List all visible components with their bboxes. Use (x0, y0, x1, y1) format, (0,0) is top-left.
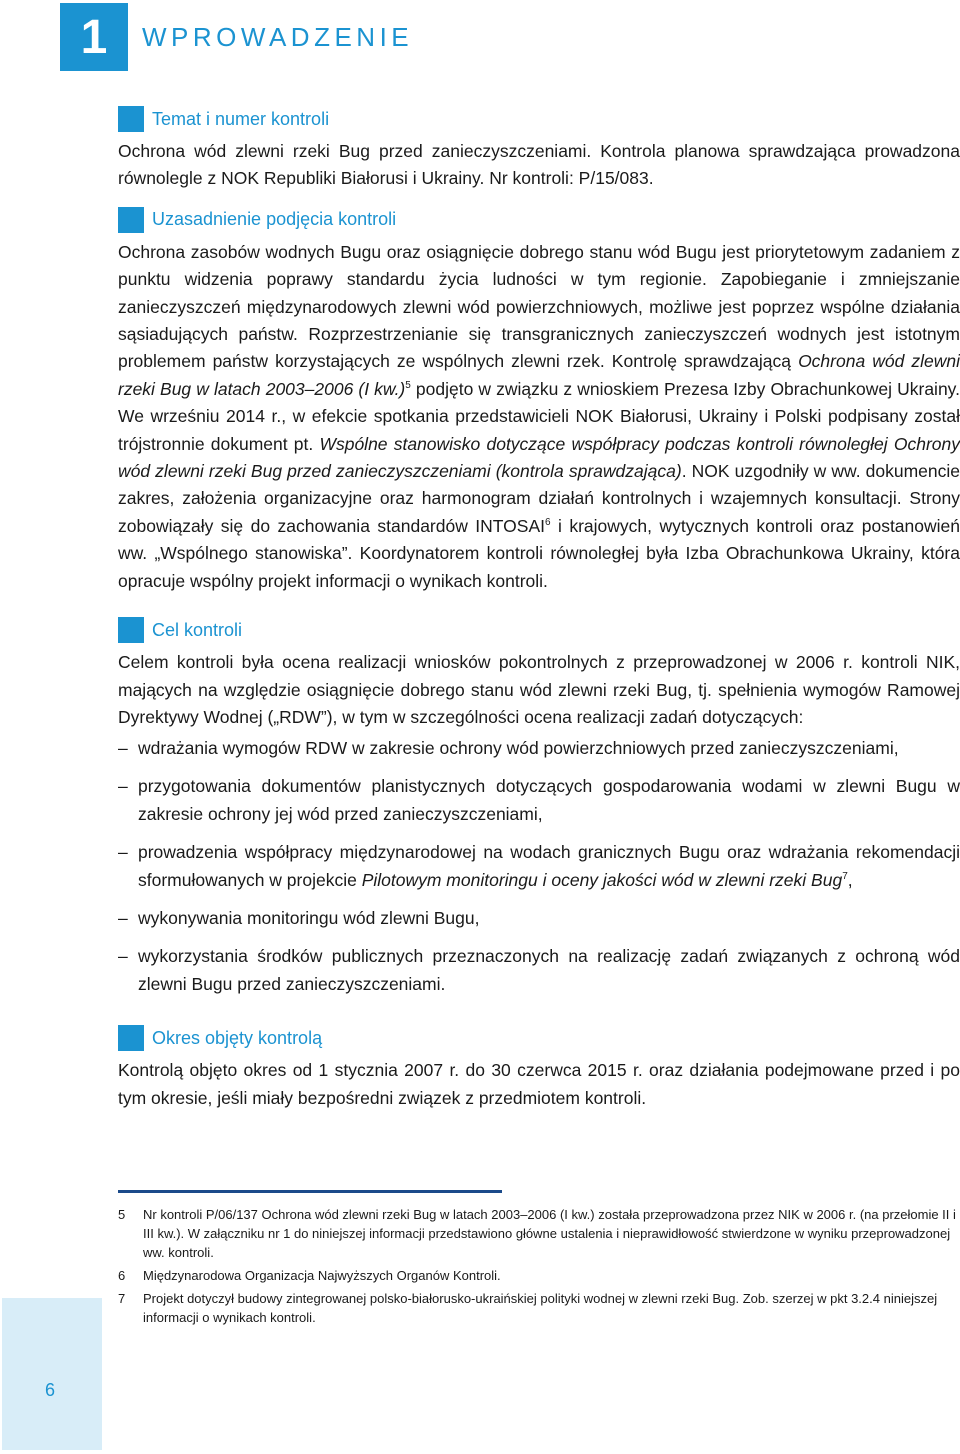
list-item-text: prowadzenia współpracy międzynarodowej na wodach granicznych Bugu oraz wdrażania rekomendacji sformułowanych w projekcie (138, 842, 960, 891)
footnote-text: Projekt dotyczył budowy zintegrowanej polsko-białorusko-ukraińskiej polityki wodnej w zlewni rzeki Bug. Zob. szerzej w pkt 3.2.4 niniejszej informacji o wynikach kontroli. (143, 1291, 938, 1325)
heading-square-marker (118, 1025, 144, 1051)
footnote-number: 7 (118, 1291, 126, 1306)
text-run: Ochrona zasobów wodnych Bugu oraz osiągnięcie dobrego stanu wód Bugu jest priorytetowym zadaniem z punktu widzenia poprawy standardu życia ludności w tym regionie. Zapobieganie i zmniejszanie zanieczyszczeń międzynarodowych zlewni wód powierzchniowych, możliwe jest poprzez wspólne działania sąsiadujących państw. Rozprzestrzenianie się transgranicznych zanieczyszczeń wodnych jest istotnym problemem państw korzystających ze wspólnych zlewni rzek. Kontrolę sprawdzającą (118, 241, 960, 372)
list-item-text: wykorzystania środków publicznych przeznaczonych na realizację zadań związanych z ochroną wód zlewni Bugu przed zanieczyszczeniami. (138, 946, 960, 995)
section-paragraph (118, 239, 960, 595)
goal-list (118, 734, 960, 998)
footnote-5 (118, 1205, 960, 1262)
chapter-number-box (60, 3, 128, 71)
dash-bullet: – (118, 946, 128, 967)
text-run: , (847, 870, 853, 891)
heading-square-marker (118, 617, 144, 643)
heading-square-marker (118, 207, 144, 233)
footnote-6 (118, 1266, 960, 1285)
italic-title: Wspólne stanowisko dotyczące współpracy podczas kontroli równoległej Ochrony wód zlewni rzeki Bug przed zanieczyszczeniami (kontrola sprawdzająca) (118, 433, 960, 482)
section-period (118, 1023, 960, 1112)
chapter-title: WPROWADZENIE (142, 22, 414, 52)
section-heading-text: Temat i numer kontroli (152, 108, 330, 129)
dash-bullet: – (118, 776, 128, 797)
section-goal (118, 615, 960, 998)
section-paragraph: Kontrolą objęto okres od 1 stycznia 2007 r. do 30 czerwca 2015 r. oraz działania podejmowane przed i po tym okresie, jeśli miały bezpośredni związek z przedmiotem kontroli. (118, 1060, 960, 1108)
page-number: 6 (45, 1380, 56, 1400)
italic-title: Ochrona wód zlewni rzeki Bug w latach 2003–2006 (I kw.) (118, 351, 960, 399)
text-run: podjęto w związku z wnioskiem Prezesa Izby Obrachunkowej Ukrainy. We wrześniu 2014 r., w efekcie spotkania przedstawicieli NOK Białorusi, Ukrainy i Polski podpisany został trójstronnie dokument pt. (118, 378, 960, 454)
footnote-number: 6 (118, 1268, 126, 1283)
dash-bullet: – (118, 908, 128, 929)
section-paragraph: Ochrona wód zlewni rzeki Bug przed zanieczyszczeniami. Kontrola planowa sprawdzająca prowadzona równolegle z NOK Republiki Białorusi i Ukrainy. Nr kontroli: P/15/083. (118, 141, 960, 189)
chapter-number: 1 (80, 10, 108, 64)
section-heading-text: Okres objęty kontrolą (152, 1027, 323, 1048)
italic-title: Pilotowym monitoringu i oceny jakości wód w zlewni rzeki Bug (361, 870, 843, 891)
section-heading (118, 205, 960, 235)
section-justification (118, 205, 960, 595)
list-item (118, 838, 960, 894)
page-number-box (2, 1298, 102, 1450)
text-run: i krajowych, wytycznych kontroli oraz postanowień ww. „Wspólnego stanowiska”. Koordynatorem kontroli równoległej była Izba Obrachunkowa Ukrainy, która opracuje wspólny projekt informacji o wynikach kontroli. (118, 515, 960, 591)
footnotes (118, 1205, 960, 1331)
section-heading (118, 615, 960, 645)
footnote-7 (118, 1289, 960, 1327)
list-item (118, 942, 960, 998)
list-item (118, 904, 960, 932)
list-item (118, 772, 960, 828)
section-heading-text: Cel kontroli (152, 619, 243, 640)
section-paragraph: Celem kontroli była ocena realizacji wniosków pokontrolnych z przeprowadzonej w 2006 r. kontroli NIK, mających na względzie osiągnięcie dobrego stanu wód zlewni rzeki Bug, tj. spełnienia wymogów Ramowej Dyrektywy Wodnej („RDW”), w tym w szczególności ocena realizacji zadań dotyczących: (118, 652, 960, 727)
list-item (118, 734, 960, 762)
list-item-text: przygotowania dokumentów planistycznych dotyczących gospodarowania wodami w zlewni Bugu w zakresie ochrony jej wód przed zanieczyszczeniami, (138, 776, 960, 825)
section-heading (118, 1023, 960, 1053)
footnote-ref-7[interactable]: 7 (842, 871, 848, 883)
footnote-number: 5 (118, 1207, 126, 1222)
footnote-text: Międzynarodowa Organizacja Najwyższych Organów Kontroli. (143, 1268, 501, 1283)
list-item-text: wdrażania wymogów RDW w zakresie ochrony wód powierzchniowych przed zanieczyszczeniami, (138, 738, 899, 759)
footnote-text: Nr kontroli P/06/137 Ochrona wód zlewni rzeki Bug w latach 2003–2006 (I kw.) została przeprowadzona przez NIK w 2006 r. (na przełomie II i III kw.). W załączniku nr 1 do niniejszej informacji przedstawiono główne ustalenia i nieprawidłowość stwierdzone w wyniku przeprowadzonej ww. kontroli. (143, 1207, 956, 1260)
footnote-separator (118, 1190, 502, 1193)
section-heading (118, 104, 960, 134)
list-item-text: wykonywania monitoringu wód zlewni Bugu, (138, 908, 480, 929)
text-run: . NOK uzgodniły w ww. dokumencie zakres, założenia organizacyjne oraz harmonogram działań kontrolnych i wzajemnych konsultacji. Strony zobowiązały się do zachowania standardów INTOSAI (118, 461, 960, 536)
section-heading-text: Uzasadnienie podjęcia kontroli (152, 209, 397, 230)
footnote-ref-5[interactable]: 5 (405, 380, 411, 392)
footnote-ref-6[interactable]: 6 (545, 517, 551, 529)
main-content (118, 104, 960, 1112)
dash-bullet: – (118, 738, 128, 759)
heading-square-marker (118, 106, 144, 132)
dash-bullet: – (118, 842, 128, 863)
section-topic (118, 104, 960, 193)
